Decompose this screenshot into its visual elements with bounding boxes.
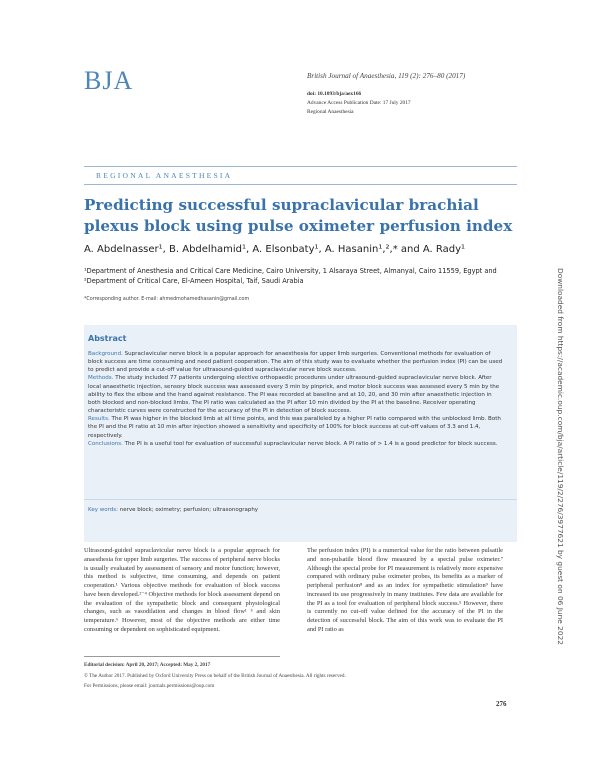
section-label: REGIONAL ANAESTHESIA [96,171,233,180]
journal-citation: British Journal of Anaesthesia, 119 (2): 276–80 (2017) [307,72,466,80]
abstract-body [88,350,506,448]
author-list: A. Abdelnasser¹, B. Abdelhamid¹, A. Elsonbaty¹, A. Hasanin¹,²,* and A. Rady¹ [84,244,466,255]
body-column-right [307,547,503,635]
page-number: 276 [496,700,507,708]
abstract-background [88,350,506,374]
article-title: Predicting successful supraclavicular brachial plexus block using pulse oximeter perfusion index [84,196,513,235]
abstract-box [84,325,517,542]
keywords [88,507,258,513]
doi-link[interactable]: doi: 10.1093/bja/aex166 [307,91,362,97]
corresponding-author: *Corresponding author. E-mail: ahmedmohamedhasanin@gmail.com [84,297,250,302]
intro-paragraph-2: The perfusion index (PI) is a numerical value for the ratio between pulsatile and non-pulsatile blood flow measured by a special pulse oximeter.⁷ Although the special probe for PI measurement is relatively more expensive compared with ordinary pulse oximeter probes, its benefits as a marker of peripheral perfusion⁸ and as an index for sympathetic stimulation⁹ have increased its use progressively in many institutes. Few data are available for the PI as a tool for evaluation of peripheral block success.⁵ However, there is currently no cut-off value defined for the accuracy of the PI in the detection of successful block. The aim of this work was to evaluate the PI and PI ratio as [307,547,503,633]
keywords-divider [84,499,517,500]
permissions-notice: For Permissions, please email: journals.permissions@oup.com [84,683,215,689]
methods-heading: Methods. [88,375,114,382]
article-meta [307,90,411,118]
advance-access-date: Advance Access Publication Date: 17 July 2017 [307,100,411,107]
keywords-heading: Key words: [88,507,118,513]
abstract-conclusions [88,440,506,448]
abstract-title: Abstract [88,334,127,343]
abstract-results [88,415,506,439]
article-category: Regional Anaesthesia [307,109,354,116]
editorial-decision: Editorial decision: April 20, 2017; Accepted: May 2, 2017 [84,662,211,668]
article-footer [84,660,346,692]
abstract-methods [88,374,506,415]
affiliations: ¹Department of Anesthesia and Critical Care Medicine, Cairo University, 1 Alsaraya Street, Almanyal, Cairo 11559, Egypt and ²Department of Critical Care, El-Ameen Hospital, Taif, Saudi Arabia [84,267,497,286]
footer-divider [84,656,280,657]
download-watermark: Downloaded from https://academic.oup.com/bja/article/119/2/276/3977621 by guest on 06 June 2022 [556,268,565,645]
results-text: The PI was higher in the blocked limb at all time points, and this was paralleled by a higher PI ratio compared with the unblocked limb. Both the PI and the PI ratio at 10 min after injection showed a sensitivity and specificity of 100% for block success at cut-off values of 3.3 and 1.4, respectively. [88,416,501,439]
intro-paragraph-1: Ultrasound-guided supraclavicular nerve block is a popular approach for anaesthesia for upper limb surgeries. The success of peripheral nerve blocks is usually evaluated by assessment of sensory and motor function; however, this method is subjective, time consuming, and depends on patient cooperation.¹ Various objective methods for evaluation of block success have been developed.²⁻⁴ Objective methods for block assessment depend on the evaluation of the sympathetic block and consequent physiological changes, such as vasodilation and changes in blood flow¹ ⁵ and skin temperature.⁶ However, most of the objective methods are either time consuming or dependent on sophisticated equipment. [84,547,280,633]
keywords-text: nerve block; oximetry; perfusion; ultrasonography [117,507,259,513]
background-text: Supraclavicular nerve block is a popular approach for anaesthesia for upper limb surgeries. Conventional methods for evaluation of block success are time consuming and need patient cooperation. The aim of this study was to evaluate whether the perfusion index (PI) can be used to predict and provide a cut-off value for ultrasound-guided supraclavicular nerve block success. [88,351,503,374]
copyright-notice: © The Author 2017. Published by Oxford University Press on behalf of the British Journal of Anaesthesia. All rights reserved. [84,672,346,679]
body-column-left [84,547,280,635]
background-heading: Background. [88,351,123,357]
section-rule-top [84,166,517,167]
conclusions-text: The PI is a useful tool for evaluation of successful supraclavicular nerve block. A PI ratio of > 1.4 is a good predictor for block success. [122,440,498,447]
conclusions-heading: Conclusions. [88,440,123,447]
journal-logo: BJA [84,66,134,95]
results-heading: Results. [88,416,110,423]
section-rule-bottom [84,184,517,185]
methods-text: The study included 77 patients undergoing elective orthopaedic procedures under ultrasound-guided supraclavicular nerve block. After local anaesthetic injection, sensory block success was assessed every 3 min by pinprick, and motor block success was assessed every 5 min by the ability to flex the elbow and the hand against resistance. The PI was recorded at baseline and at 10, 20, and 30 min after anaesthetic injection in both blocked and non-blocked limbs. The PI ratio was calculated as the PI after 10 min divided by the PI at the baseline. Receiver operating characteristic curves were constructed for the accuracy of the PI in detection of block success. [88,375,500,415]
